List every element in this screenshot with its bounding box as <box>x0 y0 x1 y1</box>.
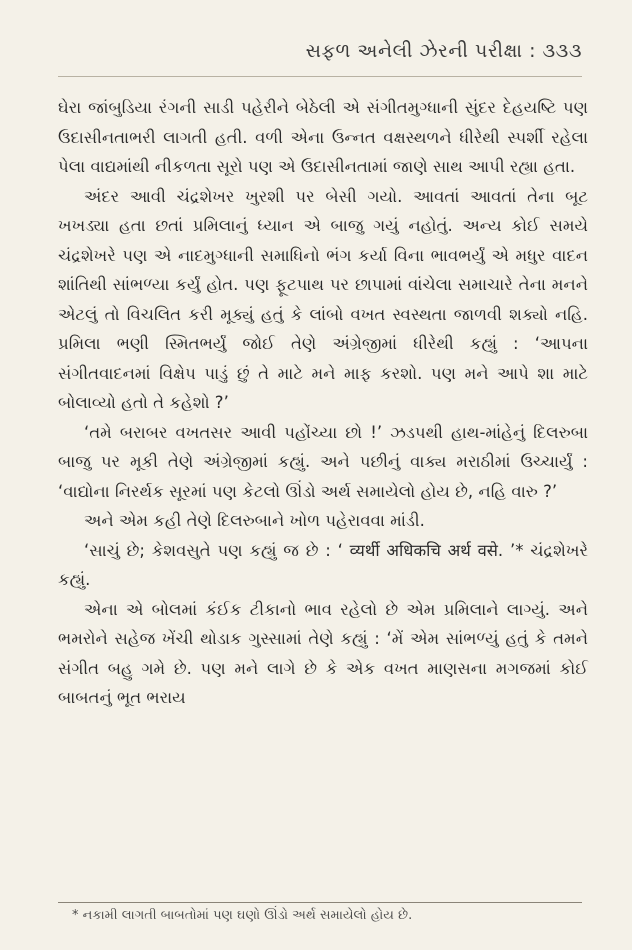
footnote: * નકામી લાગતી બાબતોમાં પણ ઘણો ઊંડો અર્થ સમાયેલો હોય છે. <box>72 908 413 923</box>
paragraph: ‘સાચું છે; કેશવસુતે પણ કહ્યું જ છે : ‘ व्यर्थी अधिकचि अर्थ वसे. ’* ચંદ્રશેખરે કહ્યું. <box>58 540 588 589</box>
body-text <box>58 93 588 713</box>
paragraph: ઘેરા જાંબુડિયા રંગની સાડી પહેરીને બેઠેલી એ સંગીતમુગ્ધાની સુંદર દેહયષ્ટિ પણ ઉદાસીનતાભરી લાગતી હતી. વળી એના ઉન્નત વક્ષસ્થળને ધીરેથી સ્પર્શી રહેલા પેલા વાદ્યમાંથી નીકળતા સૂરો પણ એ ઉદાસીનતામાં જાણે સાથ આપી રહ્યા હતા. <box>58 98 588 176</box>
paragraph: અને એમ કહી તેણે દિલરુબાને ખોળ પહેરાવવા માંડી. <box>84 511 425 530</box>
paragraph: એના એ બોલમાં કંઈક ટીકાનો ભાવ રહેલો છે એમ પ્રમિલાને લાગ્યું. અને ભમરોને સહેજ ખેંચી થોડાક ગુસ્સામાં તેણે કહ્યું : ‘મેં એમ સાંભળ્યું હતું કે તમને સંગીત બહુ ગમે છે. પણ મને લાગે છે કે એક વખત માણસના મગજમાં કોઈ બાબતનું ભૂત ભરાય <box>58 599 588 707</box>
paragraph: અંદર આવી ચંદ્રશેખર ખુરશી પર બેસી ગયો. આવતાં આવતાં તેના બૂટ ખખડ્યા હતા છતાં પ્રમિલાનું ધ્યાન એ બાજુ ગયું નહોતું. અન્ય કોઈ સમયે ચંદ્રશેખરે પણ એ નાદમુગ્ધાની સમાધિનો ભંગ કર્યા વિના ભાવભર્યું એ મધુર વાદન શાંતિથી સાંભળ્યા કર્યું હોત. પણ ફૂટપાથ પર છાપામાં વાંચેલા સમાચારે તેના મનને એટલું તો વિચલિત કરી મૂક્યું હતું કે લાંબો વખત સ્વસ્થતા જાળવી શક્યો નહિ. પ્રમિલા ભણી સ્મિતભર્યું જોઈ તેણે અંગ્રેજીમાં ધીરેથી કહ્યું : ‘આપના સંગીતવાદનમાં વિક્ષેપ પાડું છું તે માટે મને માફ કરશો. પણ મને આપે શા માટે બોલાવ્યો હતો તે કહેશો ?’ <box>58 186 588 412</box>
running-head: સફળ અનેલી ઝેરની પરીક્ષા : ૩૩૩ <box>305 40 582 62</box>
paragraph: ‘તમે બરાબર વખતસર આવી પહોંચ્યા છો !’ ઝડપથી હાથ-માંહેનું દિલરુબા બાજુ પર મૂકી તેણે અંગ્રેજીમાં કહ્યું. અને પછીનું વાક્ય મરાઠીમાં ઉચ્ચાર્યું : ‘વાદ્યોના નિરર્થક સૂરમાં પણ કેટલો ઊંડો અર્થ સમાયેલો હોય છે, નહિ વારુ ?’ <box>58 422 588 501</box>
footnote-rule <box>58 902 582 903</box>
header-rule <box>58 76 582 77</box>
